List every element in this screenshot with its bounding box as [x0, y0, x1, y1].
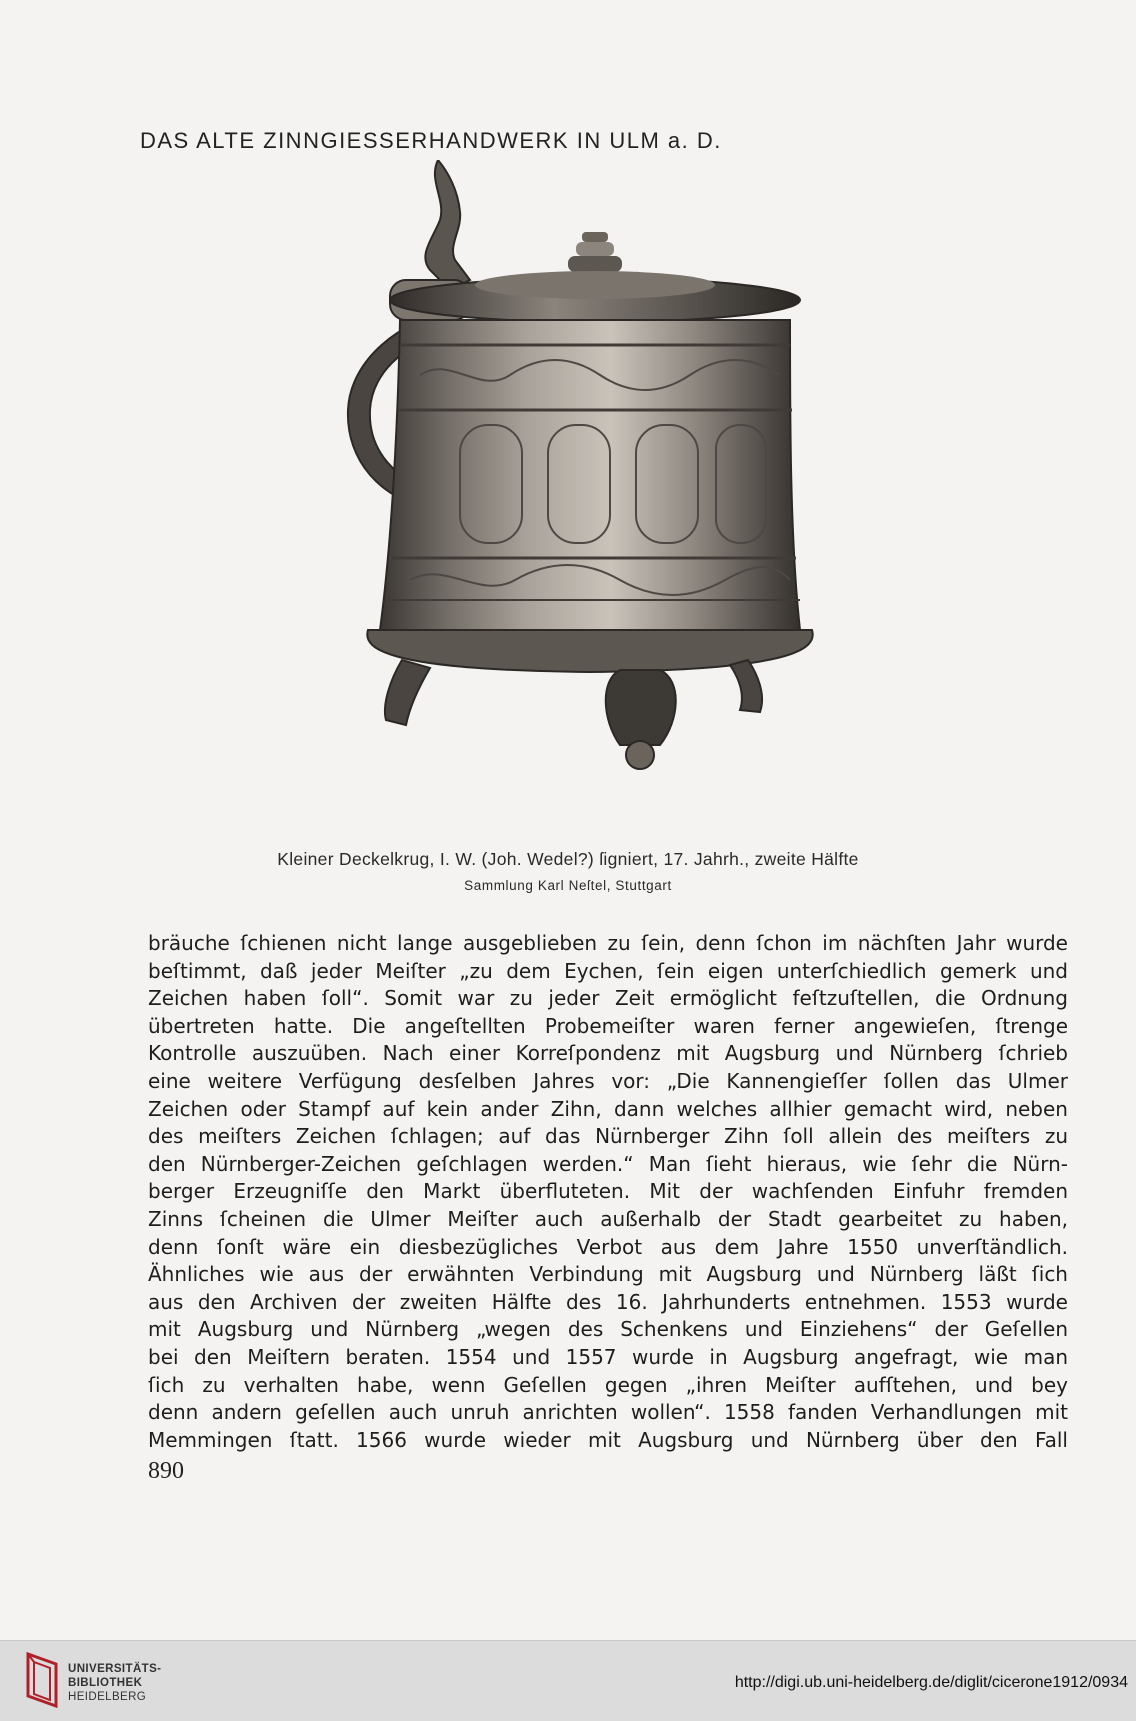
library-name-line-1: UNIVERSITÄTS-: [68, 1663, 162, 1675]
text-line: berger Erzeugniſſe den Markt überfluteten. Mit der wachſenden Einfuhr fremden: [148, 1179, 1068, 1204]
library-footer: [0, 1640, 1136, 1721]
text-line: eine weitere Verfügung desſelben Jahres vor: „Die Kannengieſſer ſollen das Ulmer: [148, 1068, 1068, 1093]
running-head: DAS ALTE ZINNGIESSERHANDWERK IN ULM a. D.: [140, 128, 722, 153]
text-line: Kontrolle auszuüben. Nach einer Korreſpondenz mit Augsburg und Nürnberg ſchrieb: [148, 1041, 1068, 1066]
figure-caption: Kleiner Deckelkrug, I. W. (Joh. Wedel?) ſigniert, 17. Jahrh., zweite Hälfte: [277, 849, 859, 869]
text-line: Zeichen oder Stampf auf kein ander Zihn, dann welches allhier gemacht wird, neben: [148, 1096, 1068, 1121]
text-line: des meiſters Zeichen ſchlagen; auf das Nürnberger Zihn ſoll allein des meiſters zu: [148, 1124, 1068, 1149]
text-line: Zeichen haben ſoll“. Somit war zu jeder Zeit ermöglicht feſtzuſtellen, die Ordnung: [148, 986, 1068, 1011]
text-line: denn andern geſellen auch unruh anrichten wollen“. 1558 fanden Verhandlungen mit: [148, 1400, 1068, 1425]
page-number: 890: [148, 1458, 184, 1484]
text-line: aus den Archiven der zweiten Hälfte des 16. Jahrhunderts entnehmen. 1553 wurde: [148, 1289, 1068, 1314]
library-name-line-3: HEIDELBERG: [68, 1691, 147, 1703]
body-text: [148, 930, 1068, 1454]
text-line: Zinns ſcheinen die Ulmer Meiſter auch außerhalb der Stadt gearbeitet zu haben,: [148, 1206, 1068, 1231]
text-line: denn ſonſt wäre ein diesbezügliches Verbot aus dem Jahre 1550 unverſtändlich.: [148, 1234, 1068, 1259]
tankard-illustration: [320, 160, 880, 810]
pewter-tankard-photo: [320, 160, 880, 810]
text-line: beſtimmt, daß jeder Meiſter „zu dem Eychen, ſein eigen unterſchiedlich gemerk und: [148, 958, 1068, 983]
permalink-url[interactable]: http://digi.ub.uni-heidelberg.de/diglit/cicerone1912/0934: [734, 1674, 1128, 1691]
text-line: Ähnliches wie aus der erwähnten Verbindung mit Augsburg und Nürnberg läßt ſich: [148, 1262, 1068, 1287]
figure-credit: Sammlung Karl Neſtel, Stuttgart: [464, 878, 672, 893]
text-line: den Nürnberger-Zeichen geſchlagen werden.“ Man ſieht hieraus, wie ſehr die Nürn-: [148, 1151, 1068, 1176]
text-line: mit Augsburg und Nürnberg „wegen des Schenkens und Einziehens“ der Geſellen: [148, 1317, 1068, 1342]
text-line: ſich zu verhalten habe, wenn Geſellen gegen „ihren Meiſter aufſtehen, und bey: [148, 1372, 1068, 1397]
library-name-line-2: BIBLIOTHEK: [68, 1677, 143, 1689]
text-line: bräuche ſchienen nicht lange ausgeblieben zu ſein, denn ſchon im nächſten Jahr wurde: [148, 931, 1068, 955]
text-line: bei den Meiſtern beraten. 1554 und 1557 wurde in Augsburg angefragt, wie man: [148, 1344, 1068, 1369]
text-line: Memmingen ſtatt. 1566 wurde wieder mit Augsburg und Nürnberg über den Fall: [148, 1427, 1068, 1452]
university-library-logo-icon: [24, 1650, 60, 1710]
text-line: übertreten hatte. Die angeſtellten Probemeiſter waren ferner angewieſen, ſtrenge: [148, 1013, 1068, 1038]
